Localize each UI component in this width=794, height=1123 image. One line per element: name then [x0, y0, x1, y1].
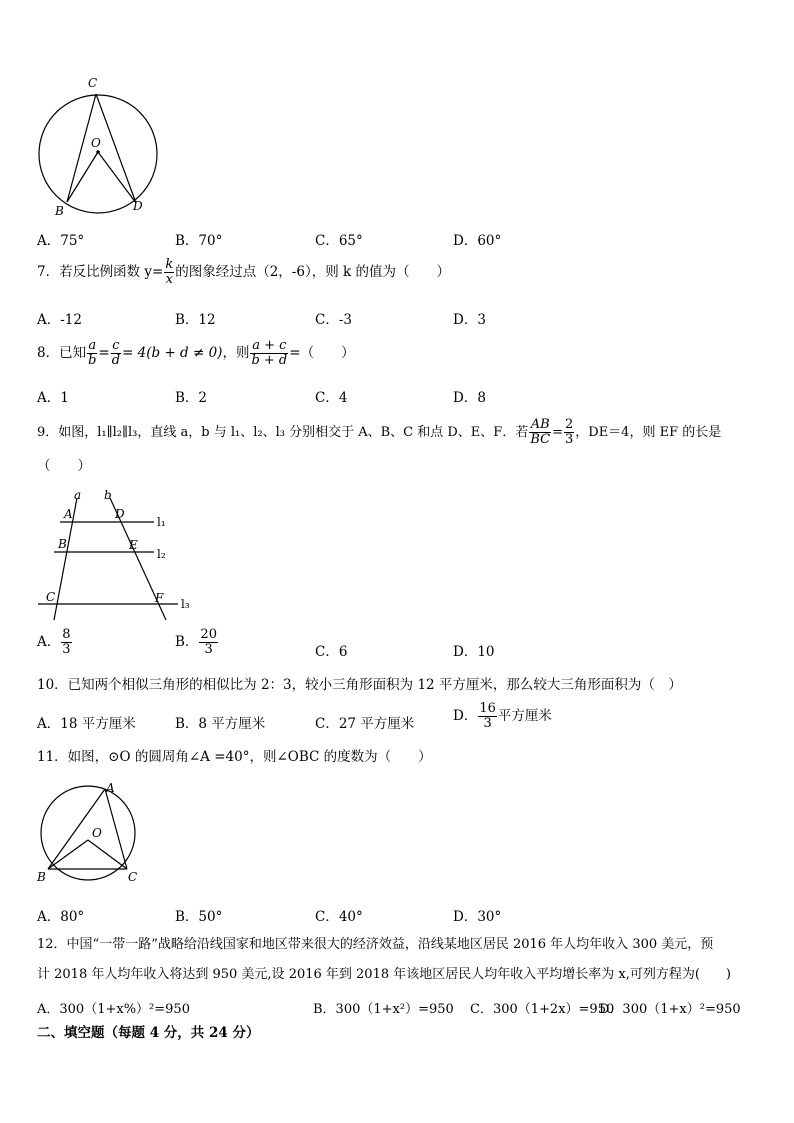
q9-eq: = — [552, 425, 563, 440]
q9-frac-num: AB — [530, 417, 550, 432]
q10-option-a: A．18 平方厘米 — [37, 716, 136, 732]
figure-q9 — [30, 488, 200, 628]
q6-option-a: A．75° — [37, 233, 85, 249]
q8-option-b: B．2 — [175, 390, 208, 406]
q8-option-d: D．8 — [453, 390, 486, 406]
label-c: C — [46, 590, 56, 604]
q8-f1-den: b — [88, 353, 97, 368]
q10-opt-d-den: 3 — [483, 716, 492, 731]
circle-o — [39, 95, 157, 213]
q7-post: 的图象经过点（2，-6），则 k 的值为（ ） — [175, 264, 450, 280]
q7-frac-den: x — [165, 272, 173, 287]
q8-f3-num: a + c — [252, 338, 287, 353]
q9-option-b — [175, 628, 219, 657]
q8-mid: = 4(b + d ≠ 0) — [122, 345, 223, 361]
label-l3: l₃ — [181, 597, 190, 611]
q8-eq1: = — [98, 345, 110, 361]
q9-pre: 9．如图，l₁∥l₂∥l₃，直线 a，b 与 l₁、l₂、l₃ 分别相交于 A、B、C 和点 D、E、F．若 — [37, 425, 529, 440]
center-dot — [96, 150, 100, 154]
q12-option-c: C．300（1+2x）=950 — [470, 1002, 615, 1017]
label-a: A — [106, 781, 115, 795]
q9-opt-a-num: 8 — [62, 627, 71, 642]
q9-opt-b-den: 3 — [204, 642, 213, 657]
label-l1: l₁ — [157, 515, 166, 529]
q8-f2-num: c — [112, 338, 120, 353]
label-l2: l₂ — [157, 547, 166, 561]
chord-cd — [96, 94, 136, 203]
q8-frac-2 — [111, 339, 121, 368]
q9-option-a — [37, 628, 73, 657]
circle-o — [41, 786, 135, 880]
q7-pre: 7．若反比例函数 y= — [37, 264, 164, 280]
figure-q6 — [30, 72, 170, 222]
label-d: D — [133, 199, 143, 213]
q8-frac-3 — [250, 339, 288, 368]
q8-then: ，则 — [222, 345, 250, 361]
q11-option-a: A．80° — [37, 909, 85, 925]
question-11: 11．如图，⊙O 的圆周角∠A =40°，则∠OBC 的度数为（ ） — [37, 749, 432, 765]
q12-option-b: B．300（1+x²）=950 — [313, 1002, 454, 1017]
q9-val-den: 3 — [564, 432, 574, 447]
question-9-paren: （ ） — [37, 458, 91, 474]
radius-ob — [67, 152, 98, 202]
label-b: B — [58, 537, 67, 551]
label-o: O — [92, 826, 102, 840]
label-c: C — [88, 76, 98, 90]
question-7 — [37, 258, 450, 287]
label-f: F — [155, 591, 164, 605]
radius-oc — [88, 840, 127, 869]
q8-frac-1 — [87, 339, 97, 368]
figure-q11 — [30, 778, 150, 888]
label-b-line: b — [104, 488, 112, 502]
q11-option-d: D．30° — [453, 909, 502, 925]
question-12-line-1: 12．中国“一带一路”战略给沿线国家和地区带来很大的经济效益，沿线某地区居民 2016 年人均年收入 300 美元，预 — [37, 937, 714, 952]
q9-frac-ratio — [529, 418, 551, 447]
radius-od — [98, 152, 136, 203]
q9-opt-a-den: 3 — [62, 642, 71, 657]
q9-val-num: 2 — [564, 417, 574, 432]
question-9 — [37, 418, 721, 447]
q11-option-c: C．40° — [315, 909, 363, 925]
question-10: 10．已知两个相似三角形的相似比为 2：3，较小三角形面积为 12 平方厘米，那么较大三角形面积为（ ） — [37, 677, 682, 693]
q9-opt-b-frac — [199, 628, 218, 657]
question-12-line-2: 计 2018 年人均年收入将达到 950 美元,设 2016 年到 2018 年该地区居民人均年收入平均增长率为 x,可列方程为( ) — [37, 967, 731, 982]
q9-option-d: D．10 — [453, 644, 495, 660]
q7-option-b: B．12 — [175, 312, 216, 328]
q8-post: =（ ） — [289, 345, 355, 361]
q12-option-a: A．300（1+x%）²=950 — [37, 1002, 190, 1017]
q9-opt-b-num: 20 — [200, 627, 217, 642]
label-o: O — [91, 136, 101, 150]
q9-frac-den: BC — [530, 432, 551, 447]
question-8 — [37, 339, 355, 368]
label-e: E — [129, 538, 138, 552]
q10-opt-d-frac — [478, 702, 497, 731]
q10-option-c: C．27 平方厘米 — [315, 716, 415, 732]
q10-option-b: B．8 平方厘米 — [175, 716, 266, 732]
q6-option-b: B．70° — [175, 233, 223, 249]
q8-f1-num: a — [88, 338, 97, 353]
q12-option-d: D．300（1+x）²=950 — [599, 1002, 741, 1017]
q9-opt-a-label: A． — [37, 634, 61, 650]
q9-post: ，DE＝4，则 EF 的长是 — [575, 425, 722, 440]
q6-option-d: D．60° — [453, 233, 502, 249]
q7-option-d: D．3 — [453, 312, 486, 328]
q8-option-c: C．4 — [315, 390, 348, 406]
q10-opt-d-label: D． — [453, 708, 478, 724]
q7-frac-num: k — [165, 257, 174, 272]
q6-option-c: C．65° — [315, 233, 363, 249]
q11-option-b: B．50° — [175, 909, 223, 925]
label-d: D — [115, 507, 125, 521]
section-2-heading: 二、填空题（每题 4 分，共 24 分） — [37, 1025, 260, 1041]
q10-opt-d-post: 平方厘米 — [497, 708, 552, 724]
q8-option-a: A．1 — [37, 390, 69, 406]
q9-frac-value — [564, 418, 574, 447]
q7-fraction — [164, 258, 174, 287]
q8-f2-den: d — [111, 353, 121, 368]
label-a: A — [64, 507, 73, 521]
q7-option-c: C．-3 — [315, 312, 352, 328]
label-a-line: a — [74, 488, 82, 502]
label-b: B — [55, 204, 64, 218]
chord-ac — [105, 789, 127, 869]
q9-opt-b-label: B． — [175, 634, 199, 650]
q7-option-a: A．-12 — [37, 312, 82, 328]
radius-ob — [48, 840, 88, 869]
q8-f3-den: b + d — [251, 353, 288, 368]
q8-pre: 8．已知 — [37, 345, 87, 361]
label-b: B — [37, 870, 46, 884]
q9-option-c: C．6 — [315, 644, 348, 660]
q10-opt-d-num: 16 — [479, 701, 496, 716]
label-c: C — [128, 870, 138, 884]
q9-opt-a-frac — [61, 628, 71, 657]
q10-option-d — [453, 702, 552, 731]
